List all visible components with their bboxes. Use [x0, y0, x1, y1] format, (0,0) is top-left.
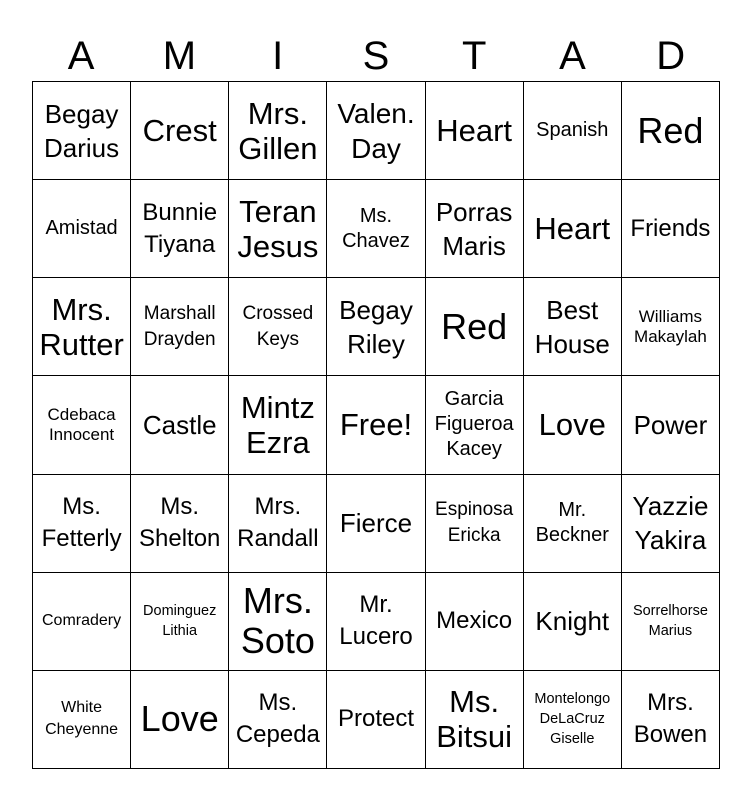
bingo-cell[interactable]: [524, 180, 622, 278]
bingo-cell-label: Mrs. Soto: [240, 580, 315, 662]
bingo-cell-label: Best House: [534, 294, 610, 359]
bingo-cell-label: Bunnie Tiyana: [142, 198, 218, 258]
bingo-cell-label: Espinosa Ericka: [435, 499, 514, 547]
bingo-cell[interactable]: [622, 82, 720, 180]
bingo-cell[interactable]: [33, 376, 131, 474]
bingo-header: [32, 30, 720, 82]
bingo-cell-label: Spanish: [536, 119, 609, 142]
bingo-cell-label: Mrs. Randall: [237, 493, 319, 553]
bingo-cell[interactable]: [229, 82, 327, 180]
header-letter-a: A: [67, 34, 95, 78]
bingo-cell[interactable]: [622, 278, 720, 376]
bingo-cell-label: Amistad: [45, 217, 118, 240]
bingo-cell-label: Ms. Chavez: [342, 204, 410, 252]
bingo-cell-label: Mr. Lucero: [339, 591, 413, 651]
bingo-cell-label: Williams Makaylah: [634, 306, 707, 346]
bingo-cell-label: Ms. Bitsui: [436, 684, 513, 755]
bingo-cell[interactable]: [131, 376, 229, 474]
bingo-cell[interactable]: [426, 573, 524, 671]
bingo-cell-label: Mr. Beckner: [535, 499, 609, 547]
bingo-cell-label: Cdebaca Innocent: [47, 404, 116, 444]
bingo-cell[interactable]: [524, 671, 622, 769]
bingo-cell-label: Teran Jesus: [237, 193, 319, 264]
bingo-cell[interactable]: [229, 376, 327, 474]
bingo-card-grid: [32, 81, 720, 769]
bingo-cell[interactable]: [33, 573, 131, 671]
bingo-cell-label: Fierce: [339, 508, 413, 539]
bingo-cell[interactable]: [622, 180, 720, 278]
bingo-cell[interactable]: [131, 180, 229, 278]
header-letter-s: S: [362, 34, 390, 78]
bingo-cell[interactable]: [622, 376, 720, 474]
bingo-cell-label: Mrs. Gillen: [238, 95, 318, 166]
bingo-cell[interactable]: [426, 180, 524, 278]
bingo-cell-label: Mrs. Rutter: [39, 291, 124, 362]
header-letter-t: T: [461, 34, 487, 78]
bingo-cell[interactable]: [229, 180, 327, 278]
bingo-cell-label: Friends: [630, 214, 711, 242]
bingo-cell[interactable]: [622, 573, 720, 671]
bingo-cell-label: Love: [140, 698, 219, 740]
bingo-cell[interactable]: [229, 573, 327, 671]
bingo-cell[interactable]: [131, 573, 229, 671]
bingo-cell[interactable]: [327, 573, 425, 671]
bingo-cell[interactable]: [131, 82, 229, 180]
bingo-cell[interactable]: [327, 475, 425, 573]
bingo-cell-label: Heart: [534, 211, 611, 247]
bingo-cell-label: Montelongo DeLaCruz Giselle: [534, 691, 611, 748]
bingo-cell-label: Comradery: [42, 612, 122, 630]
bingo-cell-label: Ms. Cepeda: [235, 689, 320, 749]
header-letter-d: D: [656, 34, 686, 78]
bingo-cell-label: Mrs. Bowen: [633, 689, 708, 749]
bingo-cell-label: Heart: [436, 113, 513, 149]
bingo-cell[interactable]: [524, 573, 622, 671]
bingo-cell[interactable]: [131, 278, 229, 376]
bingo-cell[interactable]: [229, 475, 327, 573]
bingo-cell-label: Garcia Figueroa Kacey: [434, 388, 514, 461]
bingo-cell[interactable]: [426, 671, 524, 769]
header-letter-a2: A: [559, 34, 586, 78]
bingo-cell-label: Mexico: [436, 607, 513, 635]
bingo-cell-label: Porras Maris: [435, 196, 513, 261]
bingo-cell-label: Ms. Shelton: [139, 493, 221, 553]
bingo-cell[interactable]: [524, 475, 622, 573]
bingo-cell[interactable]: [524, 82, 622, 180]
header-letter-m: M: [162, 34, 197, 78]
bingo-cell[interactable]: [327, 671, 425, 769]
bingo-cell[interactable]: [131, 475, 229, 573]
bingo-cell[interactable]: [426, 82, 524, 180]
bingo-cell[interactable]: [426, 475, 524, 573]
bingo-cell-label: Begay Darius: [44, 98, 120, 163]
bingo-cell[interactable]: [327, 82, 425, 180]
bingo-cell[interactable]: [33, 671, 131, 769]
bingo-cell-label: White Cheyenne: [45, 699, 119, 739]
header-letter-i: I: [272, 34, 284, 78]
bingo-cell-label: Ms. Fetterly: [41, 493, 122, 553]
bingo-cell[interactable]: [622, 475, 720, 573]
bingo-cell[interactable]: [327, 376, 425, 474]
bingo-cell[interactable]: [131, 671, 229, 769]
bingo-cell-label: Yazzie Yakira: [632, 491, 709, 556]
bingo-cell-label: Red: [637, 109, 704, 151]
bingo-cell-label: Knight: [535, 606, 610, 637]
bingo-cell-label: Mintz Ezra: [240, 389, 315, 460]
bingo-cell-label: Valen. Day: [337, 97, 415, 164]
bingo-cell-label: Begay Riley: [339, 294, 413, 359]
bingo-cell[interactable]: [524, 376, 622, 474]
bingo-cell-label: Red: [441, 305, 508, 347]
bingo-cell[interactable]: [426, 376, 524, 474]
bingo-cell-label: Marshall Drayden: [143, 302, 216, 350]
bingo-cell[interactable]: [33, 82, 131, 180]
bingo-cell[interactable]: [229, 278, 327, 376]
bingo-cell[interactable]: [33, 475, 131, 573]
bingo-cell[interactable]: [229, 671, 327, 769]
bingo-cell[interactable]: [426, 278, 524, 376]
bingo-cell-label: Free!: [339, 407, 413, 443]
bingo-cell[interactable]: [524, 278, 622, 376]
bingo-cell-label: Crest: [142, 113, 217, 149]
bingo-cell-label: Castle: [142, 409, 217, 440]
bingo-cell-label: Love: [538, 407, 606, 443]
bingo-cell[interactable]: [622, 671, 720, 769]
bingo-cell-label: Sorrelhorse Marius: [632, 603, 708, 640]
bingo-cell[interactable]: [33, 180, 131, 278]
bingo-cell-label: Dominguez Lithia: [143, 603, 217, 640]
bingo-cell-label: Crossed Keys: [242, 302, 314, 350]
bingo-cell[interactable]: [327, 278, 425, 376]
bingo-cell-label: Power: [633, 409, 708, 440]
bingo-cell[interactable]: [33, 278, 131, 376]
bingo-cell-label: Protect: [337, 705, 414, 733]
bingo-cell[interactable]: [327, 180, 425, 278]
